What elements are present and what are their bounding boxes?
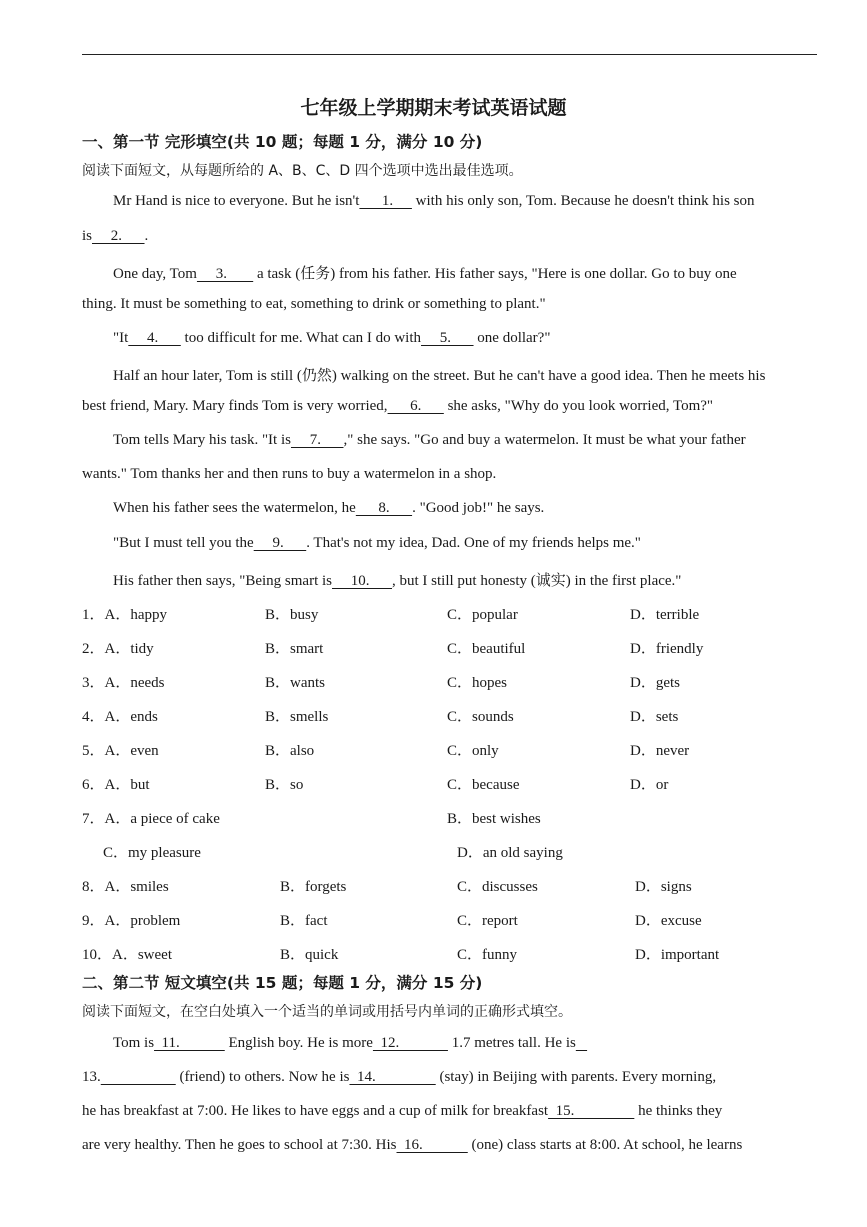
section1-line — [113, 193, 818, 210]
passage-text: a task (任务) from his father. His father says, "Here is one dollar. Go to buy one — [253, 266, 737, 282]
passage-text: "But I must tell you the — [113, 535, 254, 551]
option-a[interactable]: 9．A．problem — [82, 913, 181, 929]
section2-instruction: 阅读下面短文，在空白处填入一个适当的单词或用括号内单词的正确形式填空。 — [82, 1004, 572, 1020]
option-a[interactable]: 3．A．needs — [82, 675, 165, 691]
answer-blank[interactable]: 3. — [196, 266, 254, 282]
passage-text: . That's not my idea, Dad. One of my friends helps me." — [306, 535, 641, 551]
passage-text: are very healthy. Then he goes to school at 7:30. His — [82, 1137, 397, 1153]
passage-text: one dollar?" — [473, 330, 551, 346]
answer-blank[interactable]: 5. — [421, 330, 474, 346]
option-b[interactable]: B．smart — [265, 641, 324, 657]
section1-line — [113, 569, 818, 590]
passage-text: When his father sees the watermelon, he — [113, 500, 356, 516]
passage-text: Mr Hand is nice to everyone. But he isn't — [113, 193, 360, 209]
option-a[interactable]: 4．A．ends — [82, 709, 158, 725]
passage-text: he has breakfast at 7:00. He likes to have eggs and a cup of milk for breakfast — [82, 1103, 549, 1119]
passage-text: 1.7 metres tall. He is — [447, 1035, 576, 1051]
passage-text: she asks, "Why do you look worried, Tom?" — [443, 398, 714, 414]
answer-blank[interactable]: 1. — [359, 193, 412, 209]
section2-line — [82, 1069, 818, 1086]
option-a[interactable]: 5．A．even — [82, 743, 159, 759]
option-c[interactable]: C．discusses — [457, 879, 538, 895]
option-b[interactable]: B．wants — [265, 675, 326, 691]
passage-text: Half an hour later, Tom is still (仍然) walking on the street. But he can't have a good idea. Then he meets his — [113, 368, 766, 384]
section1-heading: 一、第一节 完形填空(共 10 题；每题 1 分，满分 10 分) — [82, 133, 483, 151]
section2-line — [82, 1103, 818, 1120]
option-d[interactable]: D．excuse — [635, 913, 702, 929]
option-d[interactable]: D．or — [630, 777, 669, 793]
section1-instruction: 阅读下面短文，从每题所给的 A、B、C、D 四个选项中选出最佳选项。 — [82, 163, 523, 179]
option-d[interactable]: D．gets — [630, 675, 680, 691]
option-d[interactable]: D．terrible — [630, 607, 700, 623]
option-c[interactable]: C．funny — [457, 947, 518, 963]
section1-line — [82, 228, 818, 245]
passage-text: . — [144, 228, 149, 244]
option-a[interactable]: C．my pleasure — [103, 845, 201, 861]
option-d[interactable]: D．friendly — [630, 641, 704, 657]
answer-blank[interactable]: 7. — [290, 432, 344, 448]
passage-text: (one) class starts at 8:00. At school, he learns — [467, 1137, 743, 1153]
passage-text: ," she says. "Go and buy a watermelon. It must be what your father — [343, 432, 746, 448]
passage-text: . "Good job!" he says. — [412, 500, 545, 516]
option-a[interactable]: 1．A．happy — [82, 607, 167, 623]
option-c[interactable]: C．popular — [447, 607, 518, 623]
passage-text: English boy. He is more — [224, 1035, 373, 1051]
section1-line — [113, 330, 818, 347]
passage-text: too difficult for me. What can I do with — [180, 330, 422, 346]
option-b[interactable]: B．smells — [265, 709, 329, 725]
answer-blank[interactable]: 6. — [387, 398, 444, 414]
section1-line — [113, 535, 818, 552]
answer-blank[interactable]: 8. — [355, 500, 413, 516]
section1-line — [113, 364, 818, 385]
option-b[interactable]: D．an old saying — [457, 845, 563, 861]
option-c[interactable]: C．because — [447, 777, 520, 793]
option-b[interactable]: B．also — [265, 743, 315, 759]
passage-text: is — [82, 228, 93, 244]
answer-blank[interactable] — [576, 1035, 587, 1052]
option-b[interactable]: B．so — [265, 777, 304, 793]
option-c[interactable]: C．only — [447, 743, 499, 759]
section2-line — [113, 1035, 818, 1052]
answer-blank[interactable]: 15. — [548, 1103, 635, 1119]
option-d[interactable]: D．signs — [635, 879, 692, 895]
answer-blank[interactable] — [101, 1069, 176, 1086]
option-d[interactable]: D．never — [630, 743, 690, 759]
answer-blank[interactable]: 10. — [332, 573, 393, 589]
passage-text: "It — [113, 330, 129, 346]
passage-text: wants." Tom thanks her and then runs to buy a watermelon in a shop. — [82, 466, 497, 482]
option-a[interactable]: 2．A．tidy — [82, 641, 154, 657]
section1-line — [113, 432, 818, 449]
section1-line — [82, 296, 818, 313]
answer-blank[interactable]: 14. — [349, 1069, 436, 1085]
passage-text: (stay) in Beijing with parents. Every morning, — [435, 1069, 717, 1085]
passage-text: best friend, Mary. Mary finds Tom is very worried, — [82, 398, 388, 414]
passage-text: 13. — [82, 1069, 101, 1085]
passage-text: (friend) to others. Now he is — [175, 1069, 350, 1085]
option-b[interactable]: B．busy — [265, 607, 319, 623]
option-a[interactable]: 7．A．a piece of cake — [82, 811, 220, 827]
passage-text: Tom tells Mary his task. "It is — [113, 432, 291, 448]
option-d[interactable]: D．sets — [630, 709, 679, 725]
section1-line — [82, 466, 818, 483]
section1-line — [113, 500, 818, 517]
passage-text: Tom is — [113, 1035, 155, 1051]
section2-heading: 二、第二节 短文填空(共 15 题；每题 1 分，满分 15 分) — [82, 974, 483, 992]
option-c[interactable]: C．report — [457, 913, 518, 929]
passage-text: His father then says, "Being smart is — [113, 573, 333, 589]
passage-text: , but I still put honesty (诚实) in the first place." — [392, 573, 682, 589]
passage-text: One day, Tom — [113, 266, 197, 282]
section1-line — [82, 398, 818, 415]
option-b[interactable]: B．fact — [280, 913, 328, 929]
option-a[interactable]: 6．A．but — [82, 777, 150, 793]
section2-line — [82, 1137, 818, 1154]
passage-text: he thinks they — [634, 1103, 723, 1119]
passage-text: with his only son, Tom. Because he doesn't think his son — [411, 193, 755, 209]
header-rule — [82, 54, 817, 55]
option-b[interactable]: B．best wishes — [447, 811, 541, 827]
answer-blank[interactable]: 11. — [154, 1035, 225, 1051]
option-a[interactable]: 8．A．smiles — [82, 879, 169, 895]
passage-text: thing. It must be something to eat, something to drink or something to plant." — [82, 296, 546, 312]
answer-blank[interactable]: 16. — [396, 1137, 468, 1153]
option-a[interactable]: 10．A．sweet — [82, 947, 172, 963]
answer-blank[interactable]: 4. — [128, 330, 181, 346]
answer-blank[interactable]: 9. — [253, 535, 307, 551]
option-c[interactable]: C．hopes — [447, 675, 508, 691]
section1-line — [113, 262, 818, 283]
option-c[interactable]: C．beautiful — [447, 641, 526, 657]
option-b[interactable]: B．quick — [280, 947, 339, 963]
page-title: 七年级上学期期末考试英语试题 — [300, 97, 567, 119]
answer-blank[interactable]: 12. — [372, 1035, 448, 1051]
option-d[interactable]: D．important — [635, 947, 720, 963]
answer-blank[interactable]: 2. — [92, 228, 145, 244]
option-b[interactable]: B．forgets — [280, 879, 347, 895]
option-c[interactable]: C．sounds — [447, 709, 514, 725]
